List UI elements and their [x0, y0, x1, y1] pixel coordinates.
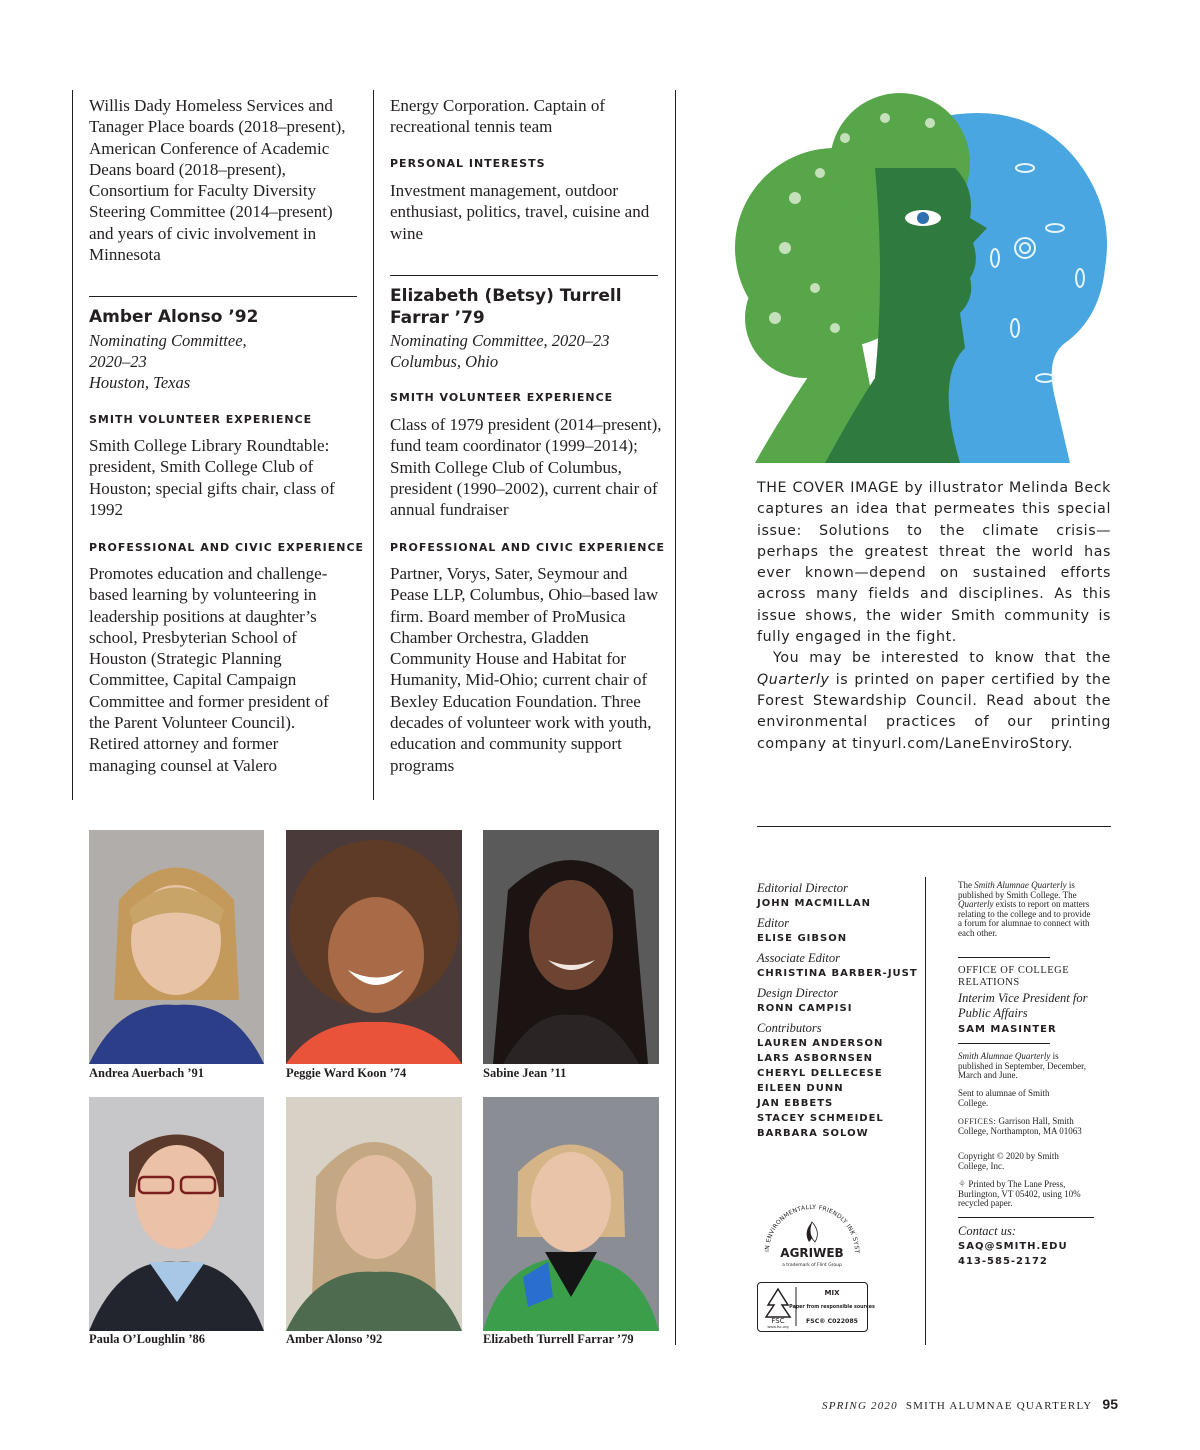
column-rule-right [675, 90, 676, 1345]
col1-volunteer-text: Smith College Library Roundtable: president, Smith College Club of Houston; special gifts chair, class of 1992 [89, 436, 335, 519]
portrait-caption-3: Sabine Jean ’11 [483, 1066, 567, 1080]
col1-professional-text: Promotes education and challenge-based learning by volunteering in leadership positions at daughter’s school, Presbyterian School of Houston (Strategic Planning Committee, Capital Campaign Committee and former president of the Parent Volunteer Council). Retired attorney and former managing counsel at Valero [89, 564, 329, 775]
publication-schedule: Smith Alumnae Quarterly is published in September, December, March and June. [958, 1051, 1086, 1081]
portrait-photo-1 [89, 830, 264, 1064]
svg-text:FSC® C022085: FSC® C022085 [806, 1318, 858, 1325]
col2-profile-name: Elizabeth (Betsy) Turrell Farrar ’79 [390, 286, 622, 328]
col2-professional-heading: PROFESSIONAL AND CIVIC EXPERIENCE [390, 541, 666, 554]
column-rule-middle [373, 90, 374, 800]
svg-text:a trademark of Flint Group: a trademark of Flint Group [782, 1263, 842, 1268]
col1-profile-divider [89, 296, 357, 297]
publisher-about: The Smith Alumnae Quarterly is published by Smith College. The Quarterly exists to report on matters relating to the college and to provide a forum for alumnae to connect with each other. [958, 880, 1091, 938]
publication-printer: ⚘ Printed by The Lane Press, Burlington, VT 05402, using 10% recycled paper. [958, 1179, 1081, 1209]
portrait-caption-6: Elizabeth Turrell Farrar ’79 [483, 1332, 634, 1346]
svg-text:IN ENVIRONMENTALLY FRIENDLY IN: IN ENVIRONMENTALLY FRIENDLY INK SYST [763, 1203, 861, 1254]
col2-profile-divider [390, 275, 658, 276]
page-number: 95 [1102, 1396, 1118, 1412]
contact-block: Contact us: SAQ@SMITH.EDU 413-585-2172 [958, 1224, 1098, 1269]
svg-text:Paper from responsible sources: Paper from responsible sources [789, 1305, 875, 1310]
portrait-photo-4 [89, 1097, 264, 1331]
svg-text:www.fsc.org: www.fsc.org [767, 1325, 789, 1329]
footer-publication: SMITH ALUMNAE QUARTERLY [905, 1400, 1093, 1412]
col1-volunteer-heading: SMITH VOLUNTEER EXPERIENCE [89, 413, 313, 426]
agriweb-logo [757, 1200, 867, 1272]
col2-interests-heading: PERSONAL INTERESTS [390, 157, 546, 170]
cover-caption: THE COVER IMAGE by illustrator Melinda Beck captures an idea that permeates this special issue: Solutions to the climate crisis—perhaps the greatest threat the world has ever known—depend on sustained efforts across many fields and disciplines. As this issue shows, the wider Smith community is fully engaged in the fight. You may be interested to know that the Quarterly is printed on paper certified by the Forest Stewardship Council. Read about the environmental practices of our printing company at tinyurl.com/LaneEnviroStory. [757, 480, 1111, 752]
portrait-photo-2 [286, 830, 462, 1064]
col1-professional-heading: PROFESSIONAL AND CIVIC EXPERIENCE [89, 541, 365, 554]
contact-email[interactable]: SAQ@SMITH.EDU [958, 1241, 1068, 1252]
col2-interests-text: Investment management, outdoor enthusiast, politics, travel, cuisine and wine [390, 181, 650, 243]
col2-volunteer-heading: SMITH VOLUNTEER EXPERIENCE [390, 391, 614, 404]
portrait-caption-2: Peggie Ward Koon ’74 [286, 1066, 407, 1080]
recycle-icon: ⚘ [958, 1179, 967, 1189]
portrait-photo-6 [483, 1097, 659, 1331]
portrait-caption-4: Paula O’Loughlin ’86 [89, 1332, 205, 1346]
portrait-caption-1: Andrea Auerbach ’91 [89, 1066, 205, 1080]
masthead-staff: Editorial Director JOHN MACMILLAN Editor ELISE GIBSON Associate Editor CHRISTINA BARBER-JUST Design Director RONN CAMPISI Contributors LAUREN ANDERSON LARS ASBORNSEN CHERYL DELLECESE EILEEN DUNN JAN EBBETS STACEY SCHMEIDEL BARBARA SOLOW [757, 881, 918, 1139]
portrait-caption-5: Amber Alonso ’92 [286, 1332, 383, 1346]
masthead-column-rule [925, 877, 926, 1345]
col2-volunteer-text: Class of 1979 president (2014–present), fund team coordinator (1999–2014); Smith College Club of Columbus, president (1990–2002), current chair of annual fundraiser [390, 415, 662, 520]
col2-profile-role: Nominating Committee, 2020–23 Columbus, Ohio [390, 331, 610, 371]
footer-issue: SPRING 2020 [822, 1400, 898, 1412]
masthead-top-rule [757, 826, 1111, 827]
publisher-rule-3 [958, 1217, 1094, 1218]
column-rule-left-lower [72, 290, 73, 800]
contact-phone[interactable]: 413-585-2172 [958, 1256, 1048, 1267]
cover-illustration [725, 78, 1125, 463]
cover-caption-text: by illustrator Melinda Beck captures an idea that permeates this special issue: Solutions to the climate crisis—perhaps the greatest threat the world has ever known—depend on sustained efforts across many fields and disciplines. As this issue shows, the wider Smith community is fully engaged in the fight. [757, 480, 1111, 646]
cover-caption-lead: THE COVER IMAGE [757, 480, 900, 496]
publication-copyright: Copyright © 2020 by Smith College, Inc. [958, 1151, 1059, 1171]
svg-text:AGRIWEB: AGRIWEB [780, 1246, 844, 1260]
portrait-photo-3 [483, 830, 659, 1064]
fsc-logo [757, 1282, 875, 1332]
publisher-rule-1 [958, 957, 1050, 958]
publication-offices: OFFICES: Garrison Hall, Smith College, Northampton, MA 01063 [958, 1116, 1082, 1136]
col2-professional-text: Partner, Vorys, Sater, Seymour and Pease LLP, Columbus, Ohio–based law firm. Board member of ProMusica Chamber Orchestra, Gladden Community House and Habitat for Humanity, Mid-Ohio; current chair of Bexley Education Foundation. Three decades of volunteer work with youth, education and community support programs [390, 564, 659, 775]
col2-continued-text: Energy Corporation. Captain of recreational tennis team [390, 96, 605, 137]
svg-text:MIX: MIX [824, 1289, 840, 1297]
col1-profile-name: Amber Alonso ’92 [89, 307, 259, 327]
publication-audience: Sent to alumnae of Smith College. [958, 1088, 1050, 1108]
portrait-photo-5 [286, 1097, 462, 1331]
page-footer [822, 1396, 1118, 1414]
svg-text:FSC: FSC [771, 1317, 785, 1325]
col1-continued-text: Willis Dady Homeless Services and Tanager Place boards (2018–present), American Conference of Academic Deans board (2018–present), Consortium for Faculty Diversity Steering Committee (2014–present) and years of civic involvement in Minnesota [89, 96, 346, 265]
col1-profile-role: Nominating Committee, 2020–23 Houston, Texas [89, 331, 247, 392]
office-block: OFFICE OF COLLEGE RELATIONS Interim Vice President for Public Affairs SAM MASINTER [958, 965, 1088, 1035]
publisher-rule-2 [958, 1043, 1050, 1044]
